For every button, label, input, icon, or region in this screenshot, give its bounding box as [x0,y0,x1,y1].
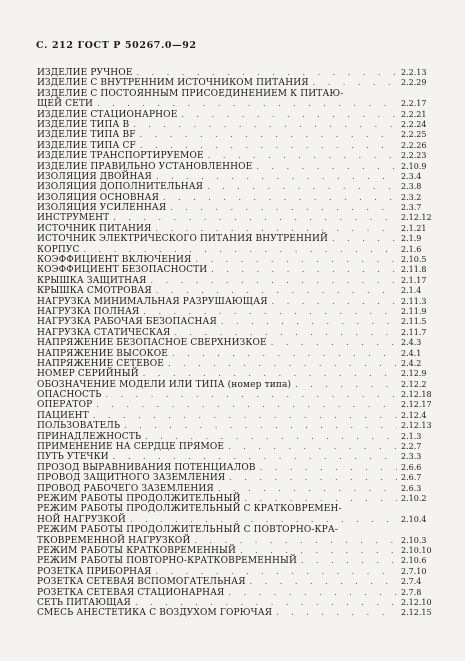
dot-leader [313,78,397,88]
index-term: НАГРУЗКА ПОЛНАЯ [37,306,140,317]
index-term: РОЗЕТКА СЕТЕВАЯ СТАЦИОНАРНАЯ [37,587,225,598]
index-term: ПРИНАДЛЕЖНОСТЬ [37,431,142,442]
index-entry [37,608,441,618]
dot-leader [96,400,397,410]
index-entry [37,411,441,421]
index-ref: 2.2.23 [401,151,427,161]
dot-leader [228,442,397,452]
index-entry [37,110,441,120]
dot-leader [301,556,397,566]
index-entry [37,421,441,431]
dot-leader [105,390,397,400]
index-entry [37,245,441,255]
index-ref: 2.7.10 [401,566,427,576]
index-entry [37,567,441,577]
index-entry [37,265,441,275]
index-entry [37,349,441,359]
index-ref: 2.12.17 [401,400,432,410]
index-term: ЩЕЙ СЕТИ [37,99,94,110]
index-entry [37,494,441,504]
index-ref: 2.2.29 [401,78,427,88]
index-term: КОРПУС [37,244,80,255]
index-term: ИЗДЕЛИЕ ТРАНСПОРТИРУЕМОЕ [37,151,204,162]
index-ref: 2.1.17 [401,275,427,285]
index-entry [37,463,441,473]
dot-leader [155,224,397,234]
index-ref: 2.2.17 [401,99,427,109]
index-entry [37,68,441,78]
index-entry [37,78,441,88]
index-entry [37,546,441,556]
dot-leader [140,141,397,151]
index-term: КОЭФФИЦИЕНТ БЕЗОПАСНОСТИ [37,265,208,276]
index-term: ПРОЗОД ВЫРАВНИВАНИЯ ПОТЕНЦИАЛОВ [37,462,256,473]
dot-leader [168,359,397,369]
dot-leader [163,193,397,203]
dot-leader [245,494,397,504]
index-ref: 2.2.7 [401,442,422,452]
index-term: ПОЛЬЗОВАТЕЛЬ [37,421,121,432]
dot-leader [143,307,397,317]
index-term: ПУТЬ УТЕЧКИ [37,452,109,463]
index-term: НАПРЯЖЕНИЕ СЕТЕВОЕ [37,358,164,369]
dot-leader [97,99,397,109]
index-term: НАГРУЗКА РАБОЧАЯ БЕЗОПАСНАЯ [37,317,217,328]
dot-leader [145,432,397,442]
dot-leader [113,452,397,462]
index-ref: 2.12.13 [401,421,432,431]
index-list [37,68,441,619]
index-term: ИЗОЛЯЦИЯ ДОПОЛНИТЕЛЬНАЯ [37,182,204,193]
index-ref: 2.1.4 [401,286,422,296]
dot-leader [229,473,397,483]
index-ref: 2.12.9 [401,369,427,379]
index-entry [37,182,441,192]
index-term: ИЗДЕЛИЕ ПРАВИЛЬНО УСТАНОВЛЕННОЕ [37,161,253,172]
index-term: ИЗДЕЛИЕ СТАЦИОНАРНОЕ [37,109,178,120]
index-entry [37,234,441,244]
index-term: НОМЕР СЕРИЙНЫЙ [37,369,139,380]
index-ref: 2.3.4 [401,171,422,181]
index-ref: 2.10.10 [401,545,432,555]
index-ref: 2.12.18 [401,390,432,400]
index-term: ИЗДЕЛИЕ РУЧНОЕ [37,67,133,78]
dot-leader [240,546,397,556]
dot-leader [276,608,397,618]
index-entry [37,224,441,234]
index-term: ИЗДЕЛИЕ ТИПА B [37,119,130,130]
index-entry [37,432,441,442]
index-ref: 2.3.8 [401,182,422,192]
index-term: НАПРЯЖЕНИЕ БЕЗОПАСНОЕ СВЕРХНИЗКОЕ [37,338,267,349]
index-term: ИЗОЛЯЦИЯ ОСНОВНАЯ [37,192,160,203]
index-term: КОЭФФИЦИЕНТ ВКЛЮЧЕНИЯ [37,255,192,266]
index-ref: 2.6.6 [401,462,422,472]
dot-leader [195,255,397,265]
index-entry [37,504,441,514]
index-ref: 2.2.26 [401,140,427,150]
index-term: ТКОВРЕМЕННОЙ НАГРУЗКОЙ [37,535,191,546]
index-entry [37,556,441,566]
index-ref: 2.11.7 [401,327,427,337]
dot-leader [295,380,397,390]
index-entry [37,515,441,525]
index-ref: 2.2.25 [401,130,427,140]
index-term: РЕЖИМ РАБОТЫ ПРОДОЛЖИТЕЛЬНЫЙ С ПОВТОРНО-КРА- [37,525,339,536]
dot-leader [260,463,397,473]
dot-leader [151,276,397,286]
index-term: ПАЦИЕНТ [37,410,89,421]
index-entry [37,338,441,348]
index-term: ИЗОЛЯЦИЯ ДВОЙНАЯ [37,171,152,182]
index-ref: 2.11.3 [401,296,427,306]
index-entry [37,317,441,327]
index-term: НОЙ НАГРУЗКОЙ [37,514,126,525]
index-ref: 2.2.21 [401,109,427,119]
index-ref: 2.12.12 [401,213,432,223]
index-term: РЕЖИМ РАБОТЫ ПРОДОЛЖИТЕЛЬНЫЙ [37,494,241,504]
index-term: РЕЖИМ РАБОТЫ ПРОДОЛЖИТЕЛЬНЫЙ С КРАТКОВРЕМЕН- [37,504,342,515]
index-entry [37,286,441,296]
dot-leader [93,411,397,421]
index-entry [37,328,441,338]
index-entry [37,255,441,265]
index-ref: 2.4.2 [401,358,422,368]
index-ref: 2.10.3 [401,535,427,545]
dot-leader [256,162,397,172]
dot-leader [211,265,397,275]
index-ref: 2.10.2 [401,494,427,503]
index-ref: 2.10.6 [401,556,427,566]
index-ref: 2.7.4 [401,577,422,587]
dot-leader [156,567,397,577]
index-entry [37,213,441,223]
index-term: СЕТЬ ПИТАЮЩАЯ [37,597,131,608]
index-entry [37,525,441,535]
index-entry [37,588,441,598]
dot-leader [130,515,397,525]
dot-leader [137,68,397,78]
index-entry [37,577,441,587]
dot-leader [218,484,397,494]
index-ref: 2.12.2 [401,379,427,389]
index-ref: 2.12.10 [401,597,432,607]
index-ref: 2.1.21 [401,223,427,233]
index-entry [37,536,441,546]
index-entry [37,401,441,411]
index-term: ОПАСНОСТЬ [37,390,102,401]
dot-leader [143,369,397,379]
index-term: СМЕСЬ АНЕСТЕТИКА С ВОЗДУХОМ ГОРЮЧАЯ [37,608,273,619]
index-ref: 2.12.4 [401,410,427,420]
index-entry [37,193,441,203]
index-term: НАГРУЗКА СТАТИЧЕСКАЯ [37,327,171,338]
dot-leader [133,120,397,130]
dot-leader [174,328,397,338]
dot-leader [221,317,397,327]
index-term: ИЗДЕЛИЕ С ВНУТРЕННИМ ИСТОЧНИКОМ ПИТАНИЯ [37,78,309,89]
dot-leader [194,536,397,546]
index-entry [37,380,441,390]
index-term: ОБОЗНАЧЕНИЕ МОДЕЛИ ИЛИ ТИПА (номер типа) [37,379,292,390]
dot-leader [124,421,397,431]
index-entry [37,484,441,494]
dot-leader [156,286,397,296]
index-ref: 2.11.9 [401,306,427,316]
index-entry [37,390,441,400]
dot-leader [135,598,397,608]
index-ref: 2.7.8 [401,587,422,597]
index-term: РОЗЕТКА ПРИБОРНАЯ [37,566,152,577]
dot-leader [181,110,397,120]
index-term: РОЗЕТКА СЕТЕВАЯ ВСПОМОГАТЕЛЬНАЯ [37,577,246,588]
index-entry [37,89,441,99]
index-ref: 2.2.13 [401,67,427,77]
dot-leader [113,213,397,223]
dot-leader [208,151,397,161]
index-entry [37,203,441,213]
dot-leader [140,130,397,140]
dot-leader [272,297,397,307]
index-term: ОПЕРАТОР [37,400,93,411]
index-ref: 2.11.5 [401,317,427,327]
index-ref: 2.4.3 [401,338,422,348]
index-ref: 2.3.7 [401,203,422,213]
index-term: РЕЖИМ РАБОТЫ ПОВТОРНО-КРАТКОВРЕМЕННЫЙ [37,556,297,567]
index-term: ИЗДЕЛИЕ С ПОСТОЯННЫМ ПРИСОЕДИНЕНИЕМ К ПИТАЮ- [37,88,344,99]
index-ref: 2.3.2 [401,192,422,202]
index-ref: 2.6.7 [401,473,422,483]
index-term: ПРОВОД РАБОЧЕГО ЗАЗЕМЛЕНИЯ [37,483,214,494]
index-entry [37,473,441,483]
index-ref: 2.12.15 [401,608,432,618]
index-term: ИЗОЛЯЦИЯ УСИЛЕННАЯ [37,203,167,214]
dot-leader [156,172,397,182]
index-ref: 2.10.4 [401,514,427,524]
index-ref: 2.11.8 [401,265,427,275]
index-entry [37,120,441,130]
index-entry [37,130,441,140]
index-entry [37,359,441,369]
page-header: С. 212 ГОСТ Р 50267.0—92 [36,40,197,51]
dot-leader [207,182,397,192]
index-entry [37,141,441,151]
index-entry [37,452,441,462]
index-ref: 2.10.5 [401,255,427,265]
index-entry [37,442,441,452]
dot-leader [84,245,397,255]
index-term: ПРИМЕНЕНИЕ НА СЕРДЦЕ ПРЯМОЕ [37,442,225,453]
index-term: ИЗДЕЛИЕ ТИПА BF [37,130,136,141]
dot-leader [172,349,397,359]
index-entry [37,172,441,182]
index-term: ИЗДЕЛИЕ ТИПА CF [37,140,136,151]
index-term: ИНСТРУМЕНТ [37,213,110,224]
index-term: ИСТОЧНИК ПИТАНИЯ [37,223,152,234]
index-entry [37,598,441,608]
index-term: КРЫШКА СМОТРОВАЯ [37,286,152,297]
index-ref: 2.2.24 [401,119,427,129]
dot-leader [228,588,397,598]
index-entry [37,276,441,286]
dot-leader [271,338,397,348]
index-term: ИСТОЧНИК ЭЛЕКТРИЧЕСКОГО ПИТАНИЯ ВНУТРЕННИЙ [37,234,329,245]
index-ref: 2.10.9 [401,161,427,171]
index-ref: 2.1.9 [401,234,422,244]
index-ref: 2.1.6 [401,244,422,254]
index-term: НАГРУЗКА МИНИМАЛЬНАЯ РАЗРУШАЮЩАЯ [37,296,268,307]
index-term: КРЫШКА ЗАЩИТНАЯ [37,275,147,286]
index-term: РЕЖИМ РАБОТЫ КРАТКОВРЕМЕННЫЙ [37,545,237,556]
dot-leader [170,203,397,213]
index-ref: 2.6.3 [401,483,422,493]
index-entry [37,307,441,317]
index-ref: 2.4.1 [401,348,422,358]
index-term: ПРОВОД ЗАЩИТНОГО ЗАЗЕМЛЕНИЯ [37,473,226,484]
index-entry [37,297,441,307]
dot-leader [332,234,397,244]
index-entry [37,162,441,172]
index-entry [37,151,441,161]
index-entry [37,99,441,109]
index-term: НАПРЯЖЕНИЕ ВЫСОКОЕ [37,348,168,359]
index-ref: 2.1.3 [401,431,422,441]
index-entry [37,369,441,379]
dot-leader [250,577,397,587]
index-ref: 2.3.3 [401,452,422,462]
